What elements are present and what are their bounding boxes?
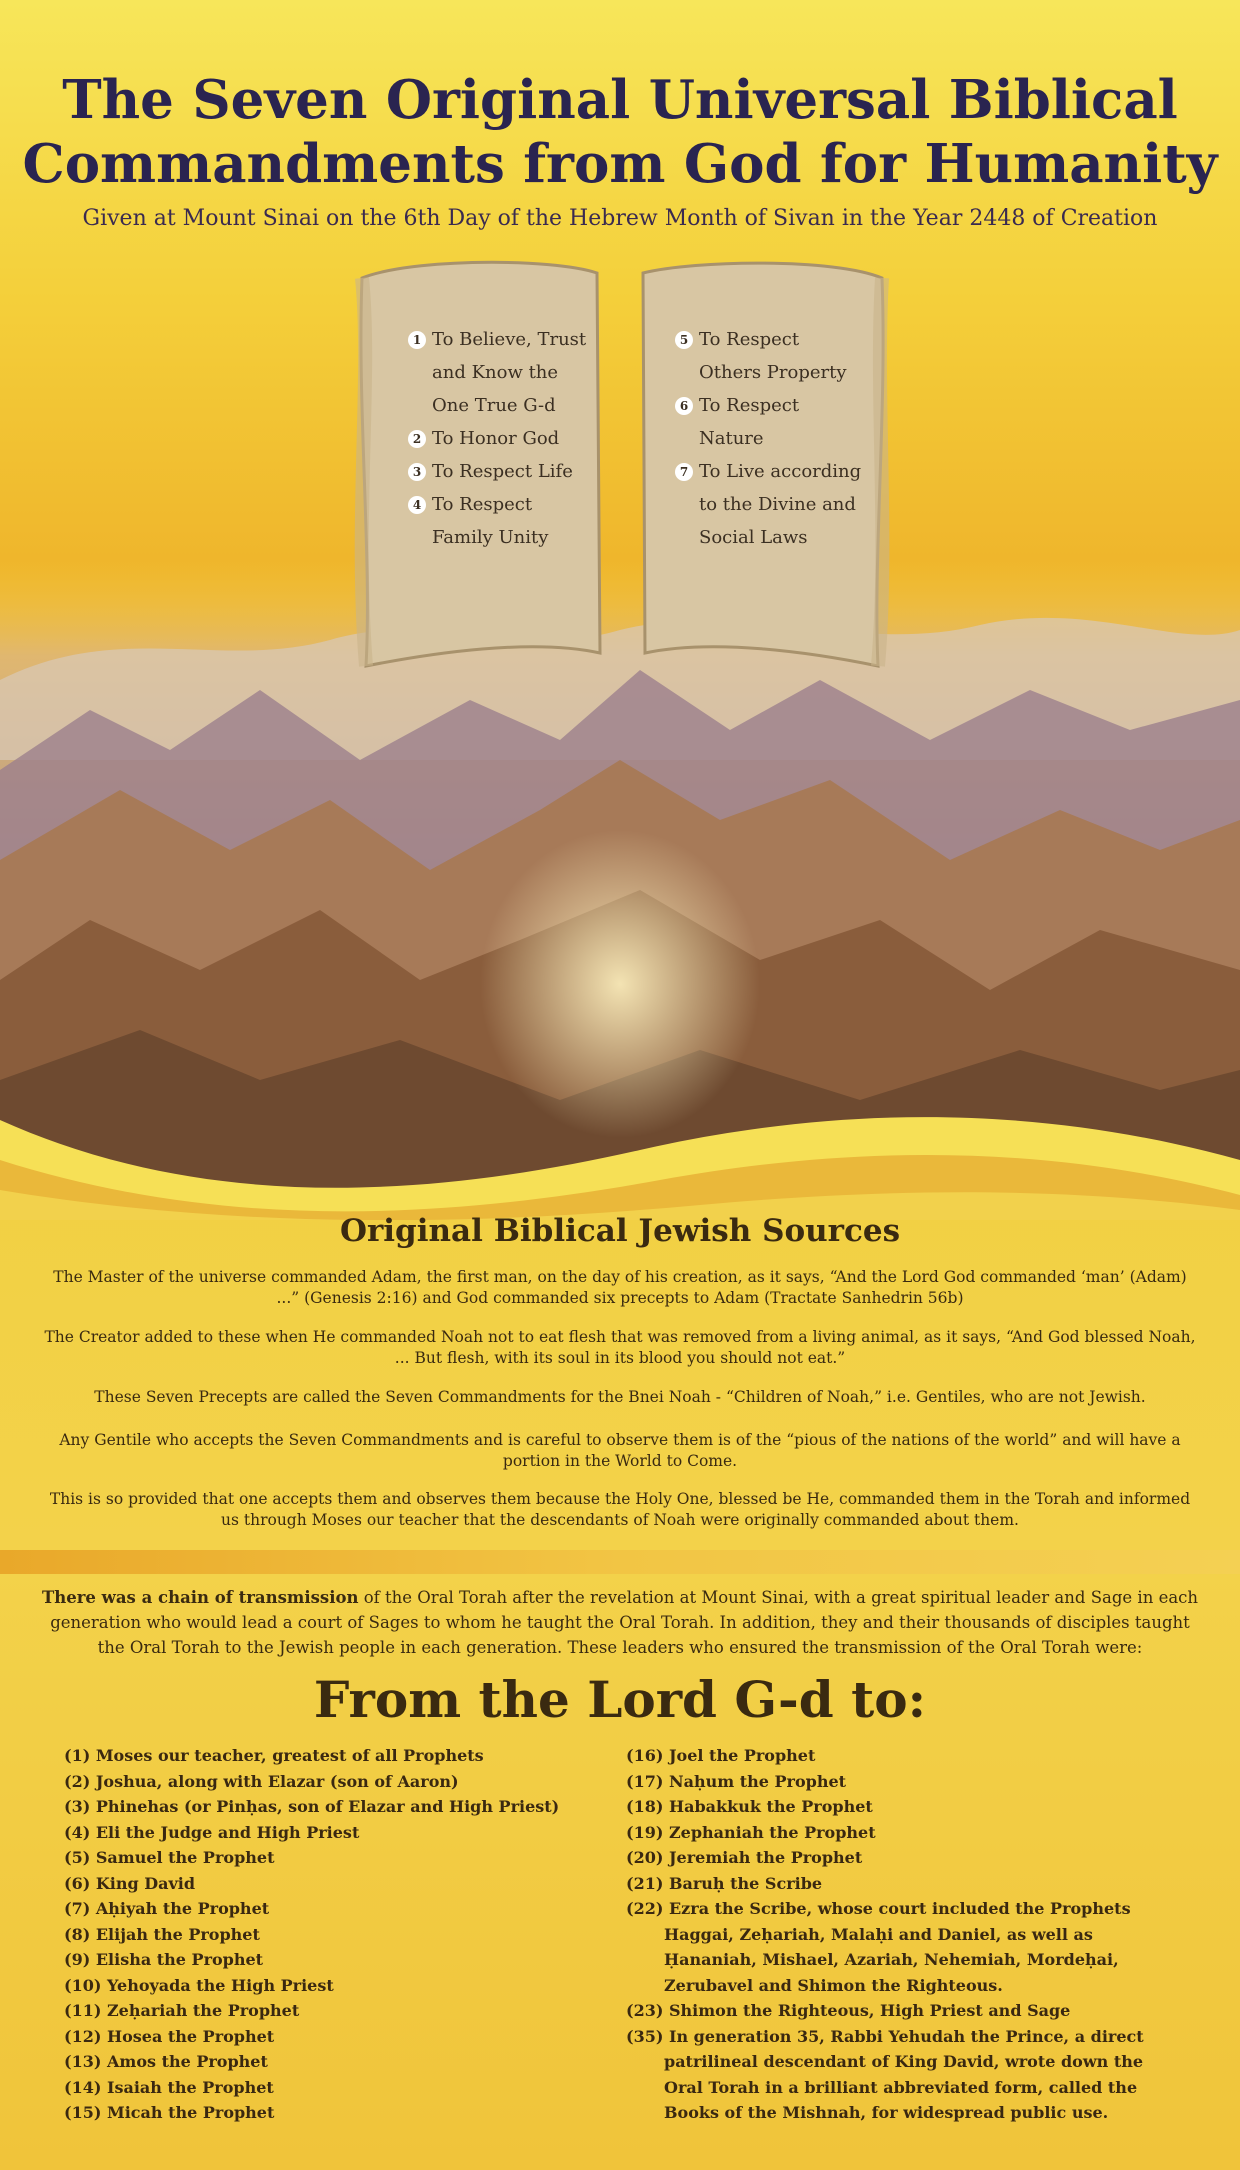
list-item: (1) Moses our teacher, greatest of all Prophets: [64, 1746, 484, 1765]
source-paragraph: These Seven Precepts are called the Seven Commandments for the Bnei Noah - “Children of Noah,” i.e. Gentiles, who are not Jewish.: [94, 1388, 1146, 1406]
list-item: (35) In generation 35, Rabbi Yehudah the Prince, a direct patrilineal descendant of King David, wrote down the Oral Torah in a brilliant abbreviated form, called the Books of the Mishnah, for widespread public use.: [626, 2026, 1144, 2122]
section-divider: [0, 1550, 1240, 1574]
commandment-text: To Respect Others Property: [699, 329, 847, 383]
commandment-item: [408, 422, 588, 455]
commandment-number-badge: 6: [675, 397, 693, 415]
chain-heading: From the Lord G-d to:: [313, 1670, 927, 1729]
list-item: (20) Jeremiah the Prophet: [626, 1848, 863, 1867]
list-item: (8) Elijah the Prophet: [64, 1924, 260, 1944]
list-item: (7) Aḥiyah the Prophet: [64, 1899, 270, 1918]
chain-intro-text: of the Oral Torah after the revelation at Mount Sinai, with a great spiritual leader and Sage in each generation who would lead a court of Sages to whom he taught the Oral Torah. In addition, they and their thousands of disciples taught the Oral Torah to the Jewish people in each generation. These leaders who ensured the transmission of the Oral Torah were:: [50, 1588, 1199, 1657]
page-subtitle: Given at Mount Sinai on the 6th Day of the Hebrew Month of Sivan in the Year 2448 of Creation: [82, 206, 1158, 231]
commandment-text: To Respect Nature: [699, 395, 800, 449]
left-tablet-commandments: [408, 323, 588, 554]
commandment-number-badge: 5: [675, 331, 693, 349]
commandment-item: [408, 323, 588, 422]
list-item: (19) Zephaniah the Prophet: [626, 1822, 876, 1842]
list-item: (4) Eli the Judge and High Priest: [64, 1822, 360, 1842]
page-title: The Seven Original Universal Biblical Commandments from God for Humanity: [22, 69, 1218, 195]
list-item: (2) Joshua, along with Elazar (son of Aaron): [64, 1771, 459, 1791]
commandment-number-badge: 3: [408, 463, 426, 481]
commandment-item: [675, 323, 865, 389]
list-item: (12) Hosea the Prophet: [64, 2026, 275, 2046]
list-item: (15) Micah the Prophet: [64, 2103, 275, 2122]
list-item: (22) Ezra the Scribe, whose court included the Prophets Haggai, Zeḥariah, Malaḥi and Daniel, as well as Ḥananiah, Mishael, Azariah, Nehemiah, Mordeḥai, Zerubavel and Shimon the Righteous.: [626, 1899, 1131, 1995]
commandment-item: [675, 389, 865, 455]
source-paragraph: Any Gentile who accepts the Seven Commandments and is careful to observe them is of the “pious of the nations of the world” and will have a portion in the World to Come.: [59, 1431, 1181, 1470]
commandment-number-badge: 4: [408, 496, 426, 514]
sources-heading: Original Biblical Jewish Sources: [339, 1213, 901, 1249]
right-stone-tablet: [635, 258, 892, 668]
sources-section: [0, 1205, 1240, 1550]
decorative-wave: [0, 1080, 1240, 1220]
commandment-item: [408, 488, 588, 554]
commandment-item: [675, 455, 865, 554]
list-item: (16) Joel the Prophet: [626, 1746, 816, 1765]
commandment-text: To Honor God: [432, 428, 560, 449]
commandment-number-badge: 1: [408, 331, 426, 349]
list-item: (21) Baruḥ the Scribe: [626, 1873, 823, 1893]
list-item: (3) Phinehas (or Pinḥas, son of Elazar and High Priest): [64, 1797, 560, 1816]
list-item: (11) Zeḥariah the Prophet: [64, 2001, 300, 2020]
commandment-text: To Respect Family Unity: [432, 494, 549, 548]
source-paragraph: The Creator added to these when He commanded Noah not to eat flesh that was removed from a living animal, as it says, “And God blessed Noah, ... But flesh, with its soul in its blood you should not eat.”: [44, 1328, 1196, 1367]
commandment-text: To Believe, Trust and Know the One True G-d: [432, 329, 587, 416]
list-item: (9) Elisha the Prophet: [64, 1950, 264, 1969]
commandment-number-badge: 2: [408, 430, 426, 448]
leaders-list-right: [626, 1743, 1186, 2126]
chain-intro: [40, 1585, 1200, 1660]
source-paragraph: This is so provided that one accepts them and observes them because the Holy One, blessed be He, commanded them in the Torah and informed us through Moses our teacher that the descendants of Noah were originally commanded about them.: [49, 1490, 1191, 1529]
list-item: (14) Isaiah the Prophet: [64, 2077, 274, 2097]
list-item: (13) Amos the Prophet: [64, 2052, 268, 2071]
list-item: (5) Samuel the Prophet: [64, 1848, 275, 1867]
left-stone-tablet: [352, 258, 607, 668]
right-tablet-commandments: [675, 323, 865, 554]
commandment-item: [408, 455, 588, 488]
source-paragraph: The Master of the universe commanded Adam, the first man, on the day of his creation, as it says, “And the Lord God commanded ‘man’ (Adam) ...” (Genesis 2:16) and God commanded six precepts to Adam (Tractate Sanhedrin 56b): [53, 1268, 1187, 1307]
list-item: (6) King David: [64, 1873, 196, 1893]
list-item: (17) Naḥum the Prophet: [626, 1771, 847, 1791]
leaders-list-left: [64, 1743, 624, 2126]
list-item: (10) Yehoyada the High Priest: [64, 1975, 334, 1995]
commandment-text: To Live according to the Divine and Social Laws: [699, 461, 862, 548]
commandment-number-badge: 7: [675, 463, 693, 481]
list-item: (18) Habakkuk the Prophet: [626, 1797, 873, 1816]
list-item: (23) Shimon the Righteous, High Priest and Sage: [626, 2001, 1071, 2020]
chain-intro-bold: There was a chain of transmission: [41, 1588, 359, 1607]
commandment-text: To Respect Life: [432, 461, 573, 482]
